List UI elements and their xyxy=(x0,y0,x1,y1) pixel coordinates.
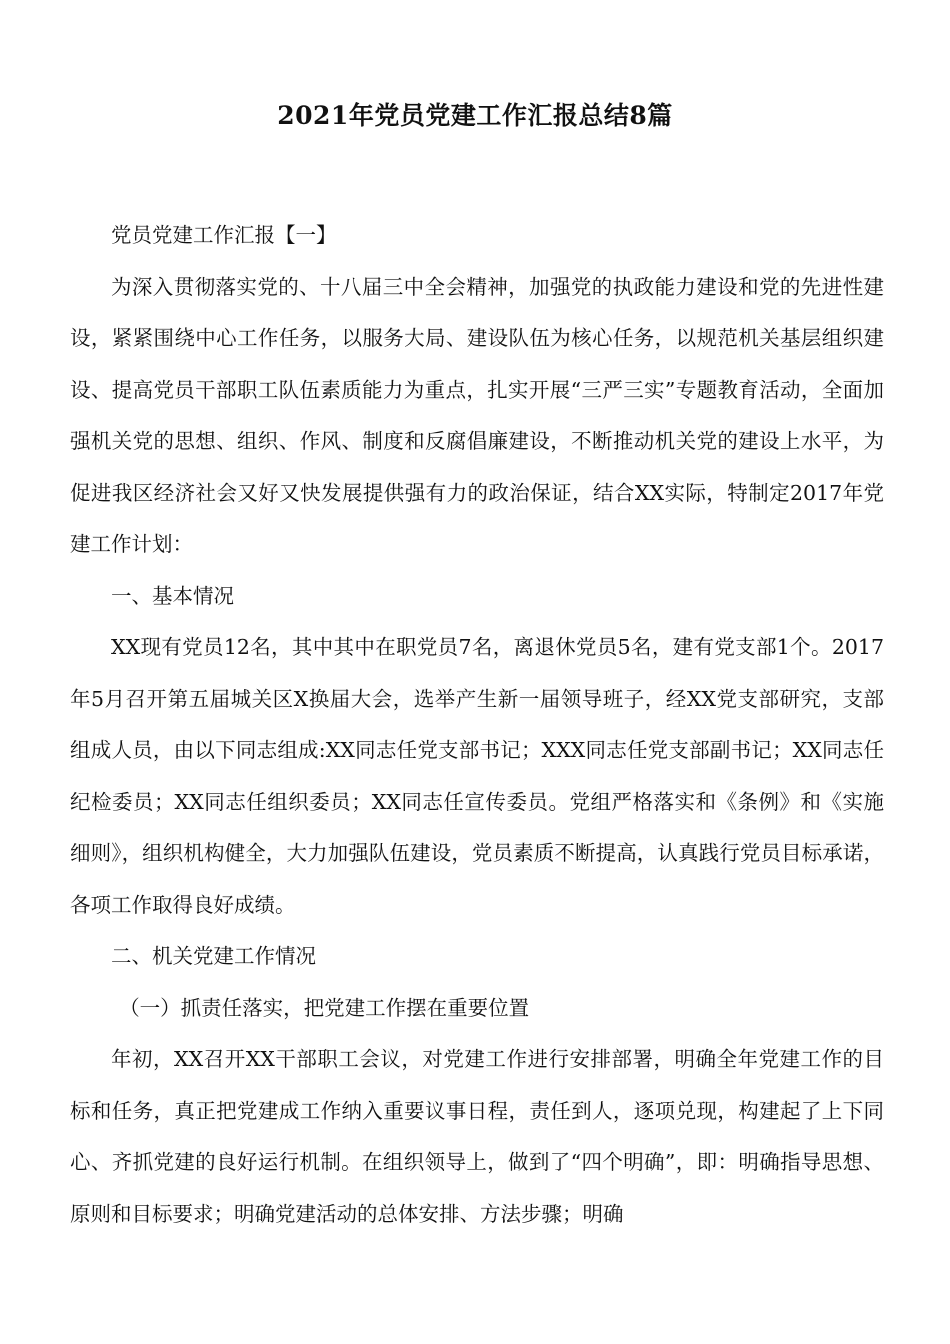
subsection-heading: （一）抓责任落实，把党建工作摆在重要位置 xyxy=(119,995,530,1020)
section-heading: 一、基本情况 xyxy=(111,583,234,608)
document-body xyxy=(70,210,884,1240)
body-paragraph: 为深入贯彻落实党的、十八届三中全会精神，加强党的执政能力建设和党的先进性建设，紧紧围绕中心工作任务，以服务大局、建设队伍为核心任务，以规范机关基层组织建设、提高党员干部职工队伍素质能力为重点，扎实开展“三严三实”专题教育活动，全面加强机关党的思想、组织、作风、制度和反腐倡廉建设，不断推动机关党的建设上水平，为促进我区经济社会又好又快发展提供强有力的政治保证，结合XX实际，特制定2017年党建工作计划： xyxy=(70,274,884,556)
body-paragraph: XX现有党员12名，其中其中在职党员7名，离退休党员5名，建有党支部1个。2017年5月召开第五届城关区X换届大会，选举产生新一届领导班子，经XX党支部研究，支部组成人员，由以下同志组成:XX同志任党支部书记；XXX同志任党支部副书记；XX同志任纪检委员；XX同志任组织委员；XX同志任宣传委员。党组严格落实和《条例》和《实施细则》，组织机构健全，大力加强队伍建设，党员素质不断提高，认真践行党员目标承诺，各项工作取得良好成绩。 xyxy=(70,635,884,917)
body-paragraph: 年初，XX召开XX干部职工会议，对党建工作进行安排部署，明确全年党建工作的目标和任务，真正把党建成工作纳入重要议事日程，责任到人，逐项兑现，构建起了上下同心、齐抓党建的良好运行机制。在组织领导上，做到了“四个明确”，即：明确指导思想、原则和目标要求；明确党建活动的总体安排、方法步骤；明确 xyxy=(70,1047,884,1226)
section-heading: 二、机关党建工作情况 xyxy=(111,944,316,968)
section-heading: 党员党建工作汇报【一】 xyxy=(111,223,337,247)
document-title: 2021年党员党建工作汇报总结8篇 xyxy=(277,101,673,130)
